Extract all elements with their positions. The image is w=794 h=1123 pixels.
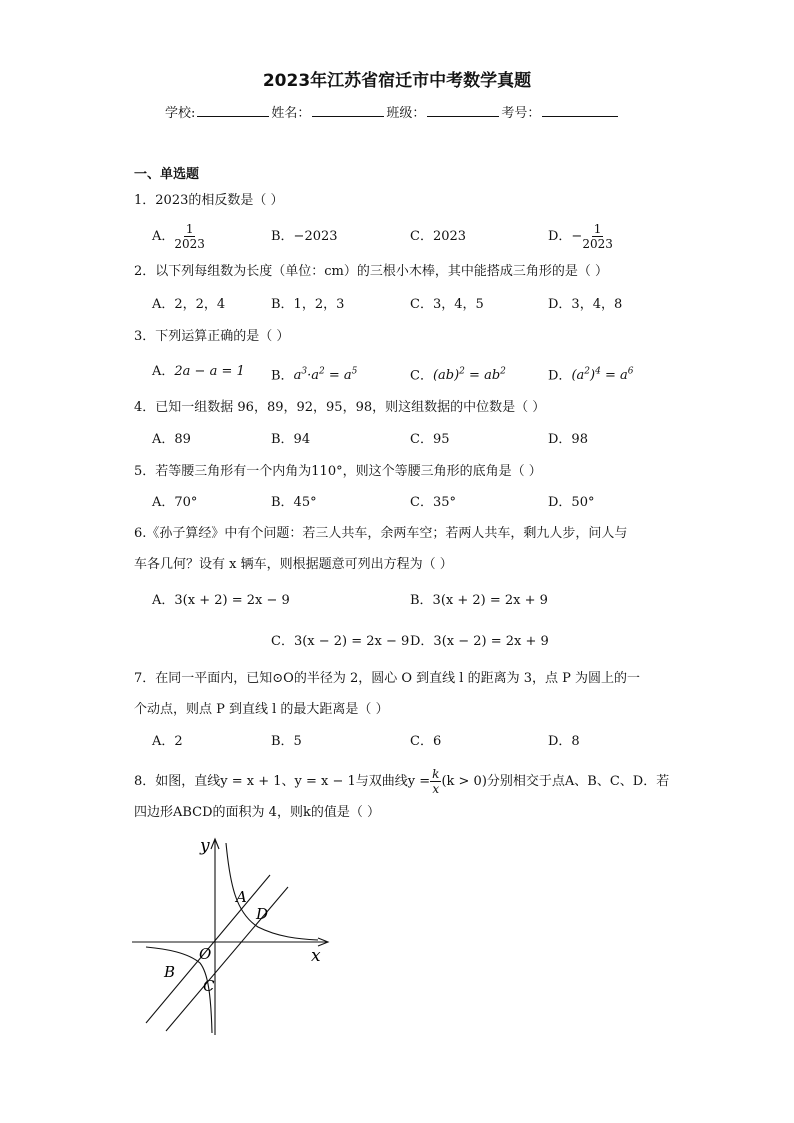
question-3-option-d: D．$(a^2)^4 = a^6$ bbox=[548, 367, 634, 384]
fraction: $\frac{1}{2023}$ bbox=[174, 222, 205, 251]
page-title: 2023年江苏省宿迁市中考数学真题 bbox=[262, 71, 532, 91]
name-field[interactable] bbox=[312, 104, 384, 117]
question-2-option-c: C．3，4，5 bbox=[410, 297, 484, 312]
question-4-option-d: D．98 bbox=[548, 432, 588, 447]
question-8-stem-line-1: 8．如图，直线y = x + 1、y = x − 1与双曲线y = $\frac{k}{x}$ (k > 0)分别相交于点A、B、C、D．若 bbox=[134, 767, 670, 796]
question-5-option-d: D．50° bbox=[548, 495, 595, 510]
fraction: $\frac{k}{x}$ bbox=[432, 767, 440, 796]
question-6-option-b: B．3(x + 2) = 2x + 9 bbox=[410, 593, 548, 608]
school-label: 学校: bbox=[165, 106, 196, 121]
y-axis-label: y bbox=[200, 836, 210, 856]
class-field[interactable] bbox=[427, 104, 499, 117]
question-3-option-b: B．$a^3\cdot a^2 = a^5$ bbox=[271, 367, 358, 384]
point-d-label: D bbox=[256, 905, 269, 923]
question-6-option-d: D．3(x − 2) = 2x + 9 bbox=[410, 634, 549, 649]
question-4-option-a: A．89 bbox=[152, 432, 191, 447]
point-b-label: B bbox=[164, 963, 176, 981]
question-8-stem-line-2: 四边形ABCD的面积为 4，则k的值是（ ） bbox=[134, 805, 380, 820]
question-6-option-c: C．3(x − 2) = 2x − 9 bbox=[271, 634, 410, 649]
name-label: 姓名： bbox=[271, 106, 311, 121]
origin-label: O bbox=[199, 945, 212, 963]
question-1-option-c: C．2023 bbox=[410, 229, 467, 244]
question-1-option-a: A． $\frac{1}{2023}$ bbox=[152, 222, 205, 251]
question-3-option-c: C．$(ab)^2 = ab^2$ bbox=[410, 367, 506, 384]
question-3-option-a: A．2a − a = 1 bbox=[152, 364, 245, 379]
exam-no-label: 考号： bbox=[501, 106, 541, 121]
question-8-figure bbox=[128, 835, 348, 1045]
point-c-label: C bbox=[203, 977, 215, 995]
question-2-option-a: A．2，2，4 bbox=[152, 297, 226, 312]
school-field[interactable] bbox=[197, 104, 269, 117]
question-1-option-d: D．− $\frac{1}{2023}$ bbox=[548, 222, 613, 251]
question-5-option-c: C．35° bbox=[410, 495, 456, 510]
question-5-stem: 5．若等腰三角形有一个内角为110°，则这个等腰三角形的底角是（ ） bbox=[134, 464, 542, 479]
question-7-option-b: B．5 bbox=[271, 734, 302, 749]
question-4-option-c: C．95 bbox=[410, 432, 450, 447]
question-2-stem: 2．以下列每组数为长度（单位：cm）的三根小木棒，其中能搭成三角形的是（ ） bbox=[134, 264, 609, 279]
question-7-option-c: C．6 bbox=[410, 734, 442, 749]
question-6-stem-line-2: 车各几何？设有 x 辆车，则根据题意可列出方程为（ ） bbox=[134, 557, 453, 572]
question-6-option-a: A．3(x + 2) = 2x − 9 bbox=[152, 593, 290, 608]
question-7-option-d: D．8 bbox=[548, 734, 580, 749]
question-7-stem-line-1: 7．在同一平面内，已知⊙O的半径为 2，圆心 O 到直线 l 的距离为 3，点 P 为圆上的一 bbox=[134, 671, 640, 686]
question-4-stem: 4．已知一组数据 96，89，92，95，98，则这组数据的中位数是（ ） bbox=[134, 400, 546, 415]
question-1-option-b: B．−2023 bbox=[271, 229, 338, 244]
section-heading: 一、单选题 bbox=[134, 167, 200, 182]
question-4-option-b: B．94 bbox=[271, 432, 311, 447]
question-1-stem: 1．2023的相反数是（ ） bbox=[134, 193, 284, 208]
question-5-option-a: A．70° bbox=[152, 495, 198, 510]
question-3-stem: 3．下列运算正确的是（ ） bbox=[134, 329, 290, 344]
question-2-option-d: D．3，4，8 bbox=[548, 297, 623, 312]
question-7-option-a: A．2 bbox=[152, 734, 183, 749]
question-6-stem-line-1: 6.《孙子算经》中有个问题：若三人共车，余两车空；若两人共车，剩九人步，问人与 bbox=[134, 526, 628, 541]
class-label: 班级： bbox=[386, 106, 426, 121]
x-axis-label: x bbox=[311, 946, 321, 966]
question-5-option-b: B．45° bbox=[271, 495, 317, 510]
exam-no-field[interactable] bbox=[542, 104, 618, 117]
question-7-stem-line-2: 个动点，则点 P 到直线 l 的最大距离是（ ） bbox=[134, 702, 389, 717]
fraction: $\frac{1}{2023}$ bbox=[582, 222, 613, 251]
point-a-label: A bbox=[236, 888, 247, 906]
question-2-option-b: B．1，2，3 bbox=[271, 297, 345, 312]
info-line bbox=[165, 104, 620, 122]
line-y-x-minus-1 bbox=[166, 887, 288, 1031]
